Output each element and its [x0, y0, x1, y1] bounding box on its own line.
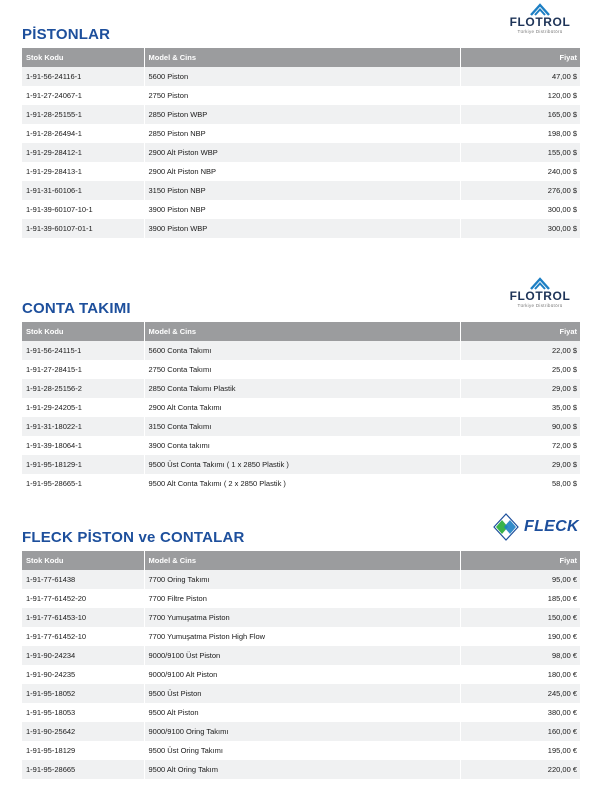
table-row: [22, 474, 580, 493]
table-row: [22, 722, 580, 741]
header-model: Model & Cins: [144, 551, 460, 570]
price-cell: 198,00 $: [460, 124, 580, 143]
stock-code-cell: 1-91-27-24067-1: [26, 91, 82, 100]
fleck-diamond-icon: [490, 512, 522, 542]
stock-code-cell: 1-91-77-61438: [22, 570, 144, 589]
price-cell: 160,00 €: [460, 722, 580, 741]
table-row: [22, 341, 580, 360]
stock-code-cell: 1-91-28-25155-1: [22, 105, 144, 124]
model-cell: 9000/9100 Üst Piston: [144, 646, 460, 665]
table-row: [22, 589, 580, 608]
model-cell: 2900 Alt Conta Takımı: [144, 398, 460, 417]
stock-code-cell: 1-91-31-60106-1: [22, 181, 144, 200]
price-cell: 240,00 $: [460, 162, 580, 181]
model-cell: 3150 Piston NBP: [144, 181, 460, 200]
price-cell: 180,00 €: [460, 665, 580, 684]
table-row: [22, 741, 580, 760]
flotrol-subtitle: Türkiye Distribütörü: [517, 303, 563, 308]
stock-code-cell: 1-91-90-24235: [26, 670, 76, 679]
section-title: FLECK PİSTON ve CONTALAR: [22, 529, 245, 546]
table-row: [22, 162, 580, 181]
table-row: [22, 760, 580, 779]
price-cell: 155,00 $: [460, 143, 580, 162]
price-cell: 98,00 €: [460, 646, 580, 665]
table-row: [22, 200, 580, 219]
stock-code-cell: 1-91-39-18064-1: [26, 441, 82, 450]
model-cell: 2900 Alt Piston NBP: [144, 162, 460, 181]
model-cell: 7700 Yumuşatma Piston: [144, 608, 460, 627]
price-cell: 185,00 €: [460, 589, 580, 608]
table-row: [22, 238, 580, 257]
table-row: [22, 398, 580, 417]
model-cell: [144, 238, 460, 257]
stock-code-cell: 1-91-77-61453-10: [22, 608, 144, 627]
stock-code-cell: 1-91-77-61452-10: [26, 632, 87, 641]
section-title: CONTA TAKIMI: [22, 300, 131, 317]
price-cell: 150,00 €: [460, 608, 580, 627]
model-cell: 9500 Alt Oring Takım: [144, 760, 460, 779]
table-row: [22, 665, 580, 684]
flotrol-wordmark: FLOTROL: [509, 289, 571, 303]
table-row: [22, 570, 580, 589]
table-row: [22, 455, 580, 474]
price-cell: 190,00 €: [460, 627, 580, 646]
price-cell: 22,00 $: [460, 341, 580, 360]
price-cell: 58,00 $: [460, 474, 580, 493]
stock-code-cell: 1-91-95-18053: [26, 708, 76, 717]
table-header-row: [22, 322, 580, 341]
model-cell: 2850 Conta Takımı Plastik: [144, 379, 460, 398]
stock-code-cell: 1-91-31-18022-1: [22, 417, 144, 436]
price-cell: 72,00 $: [460, 436, 580, 455]
model-cell: 3150 Conta Takımı: [144, 417, 460, 436]
flotrol-logo: [500, 2, 580, 42]
header-model: Model & Cins: [144, 322, 460, 341]
model-cell: 9500 Üst Oring Takımı: [144, 741, 460, 760]
table-header-row: [22, 48, 580, 67]
model-cell: 7700 Yumuşatma Piston High Flow: [144, 627, 460, 646]
stock-code-cell: 1-91-56-24115-1: [22, 341, 144, 360]
price-cell: 165,00 $: [460, 105, 580, 124]
model-cell: 2750 Piston: [144, 86, 460, 105]
table-row: [22, 181, 580, 200]
model-cell: 9000/9100 Alt Piston: [144, 665, 460, 684]
model-cell: 9500 Alt Conta Takımı ( 2 x 2850 Plastik ): [144, 474, 460, 493]
conta-takimi-table: [22, 322, 580, 493]
flotrol-chevron-icon: [530, 276, 550, 290]
flotrol-wordmark: FLOTROL: [509, 15, 571, 29]
stock-code-cell: 1-91-95-28665: [22, 760, 144, 779]
model-cell: 9500 Üst Conta Takımı ( 1 x 2850 Plastik ): [144, 455, 460, 474]
flotrol-chevron-icon: [530, 2, 550, 16]
stock-code-cell: 1-91-29-24205-1: [26, 403, 82, 412]
stock-code-cell: [22, 238, 144, 257]
price-cell: 47,00 $: [460, 67, 580, 86]
price-cell: 120,00 $: [460, 86, 580, 105]
model-cell: 7700 Filtre Piston: [144, 589, 460, 608]
stock-code-cell: 1-91-27-28415-1: [26, 365, 82, 374]
table-row: [22, 608, 580, 627]
table-row: [22, 627, 580, 646]
stock-code-cell: 1-91-90-24234: [22, 646, 144, 665]
model-cell: 2750 Conta Takımı: [144, 360, 460, 379]
table-row: [22, 360, 580, 379]
price-cell: 195,00 €: [460, 741, 580, 760]
model-cell: 3900 Piston NBP: [144, 200, 460, 219]
header-price: Fiyat: [460, 48, 580, 67]
stock-code-cell: 1-91-95-18052: [22, 684, 144, 703]
header-model: Model & Cins: [144, 48, 460, 67]
price-cell: 300,00 $: [460, 200, 580, 219]
stock-code-cell: 1-91-90-25642: [22, 722, 144, 741]
price-cell: 276,00 $: [460, 181, 580, 200]
header-price: Fiyat: [460, 551, 580, 570]
table-header-row: [22, 551, 580, 570]
table-row: [22, 684, 580, 703]
model-cell: 2850 Piston WBP: [144, 105, 460, 124]
stock-code-cell: 1-91-39-60107-10-1: [26, 205, 93, 214]
price-cell: [460, 238, 580, 257]
section-title: PİSTONLAR: [22, 26, 111, 43]
stock-code-cell: 1-91-28-25156-2: [22, 379, 144, 398]
table-row: [22, 143, 580, 162]
header-price: Fiyat: [460, 322, 580, 341]
stock-code-cell: 1-91-95-18129: [26, 746, 76, 755]
table-row: [22, 379, 580, 398]
stock-code-cell: 1-91-95-18129-1: [22, 455, 144, 474]
price-cell: 29,00 $: [460, 455, 580, 474]
table-row: [22, 219, 580, 238]
header-stock-code: Stok Kodu: [22, 48, 144, 67]
table-row: [22, 67, 580, 86]
price-cell: 380,00 €: [460, 703, 580, 722]
table-row: [22, 124, 580, 143]
stock-code-cell: 1-91-29-28412-1: [22, 143, 144, 162]
model-cell: 9000/9100 Oring Takımı: [144, 722, 460, 741]
price-cell: 25,00 $: [460, 360, 580, 379]
price-cell: 95,00 €: [460, 570, 580, 589]
flotrol-subtitle: Türkiye Distribütörü: [517, 29, 563, 34]
price-cell: 245,00 €: [460, 684, 580, 703]
fleck-table: [22, 551, 580, 779]
stock-code-cell: 1-91-39-60107-01-1: [22, 219, 144, 238]
table-row: [22, 436, 580, 455]
model-cell: 2850 Piston NBP: [144, 124, 460, 143]
stock-code-cell: 1-91-29-28413-1: [26, 167, 82, 176]
model-cell: 7700 Oring Takımı: [144, 570, 460, 589]
model-cell: 9500 Alt Piston: [144, 703, 460, 722]
model-cell: 2900 Alt Piston WBP: [144, 143, 460, 162]
fleck-logo: [490, 512, 582, 544]
model-cell: 5600 Piston: [144, 67, 460, 86]
price-cell: 220,00 €: [460, 760, 580, 779]
table-row: [22, 86, 580, 105]
table-row: [22, 417, 580, 436]
model-cell: 3900 Conta takımı: [144, 436, 460, 455]
header-stock-code: Stok Kodu: [22, 322, 144, 341]
price-cell: 29,00 $: [460, 379, 580, 398]
header-stock-code: Stok Kodu: [22, 551, 144, 570]
stock-code-cell: 1-91-95-28665-1: [26, 479, 82, 488]
flotrol-logo: [500, 276, 580, 316]
model-cell: 9500 Üst Piston: [144, 684, 460, 703]
table-row: [22, 105, 580, 124]
price-cell: 90,00 $: [460, 417, 580, 436]
stock-code-cell: 1-91-28-26494-1: [26, 129, 82, 138]
stock-code-cell: 1-91-77-61452-20: [26, 594, 87, 603]
model-cell: 5600 Conta Takımı: [144, 341, 460, 360]
table-row: [22, 646, 580, 665]
stock-code-cell: 1-91-56-24116-1: [22, 67, 144, 86]
model-cell: 3900 Piston WBP: [144, 219, 460, 238]
price-cell: 35,00 $: [460, 398, 580, 417]
table-row: [22, 703, 580, 722]
fleck-wordmark: FLECK: [524, 518, 579, 535]
pistonlar-table: [22, 48, 580, 257]
price-cell: 300,00 $: [460, 219, 580, 238]
